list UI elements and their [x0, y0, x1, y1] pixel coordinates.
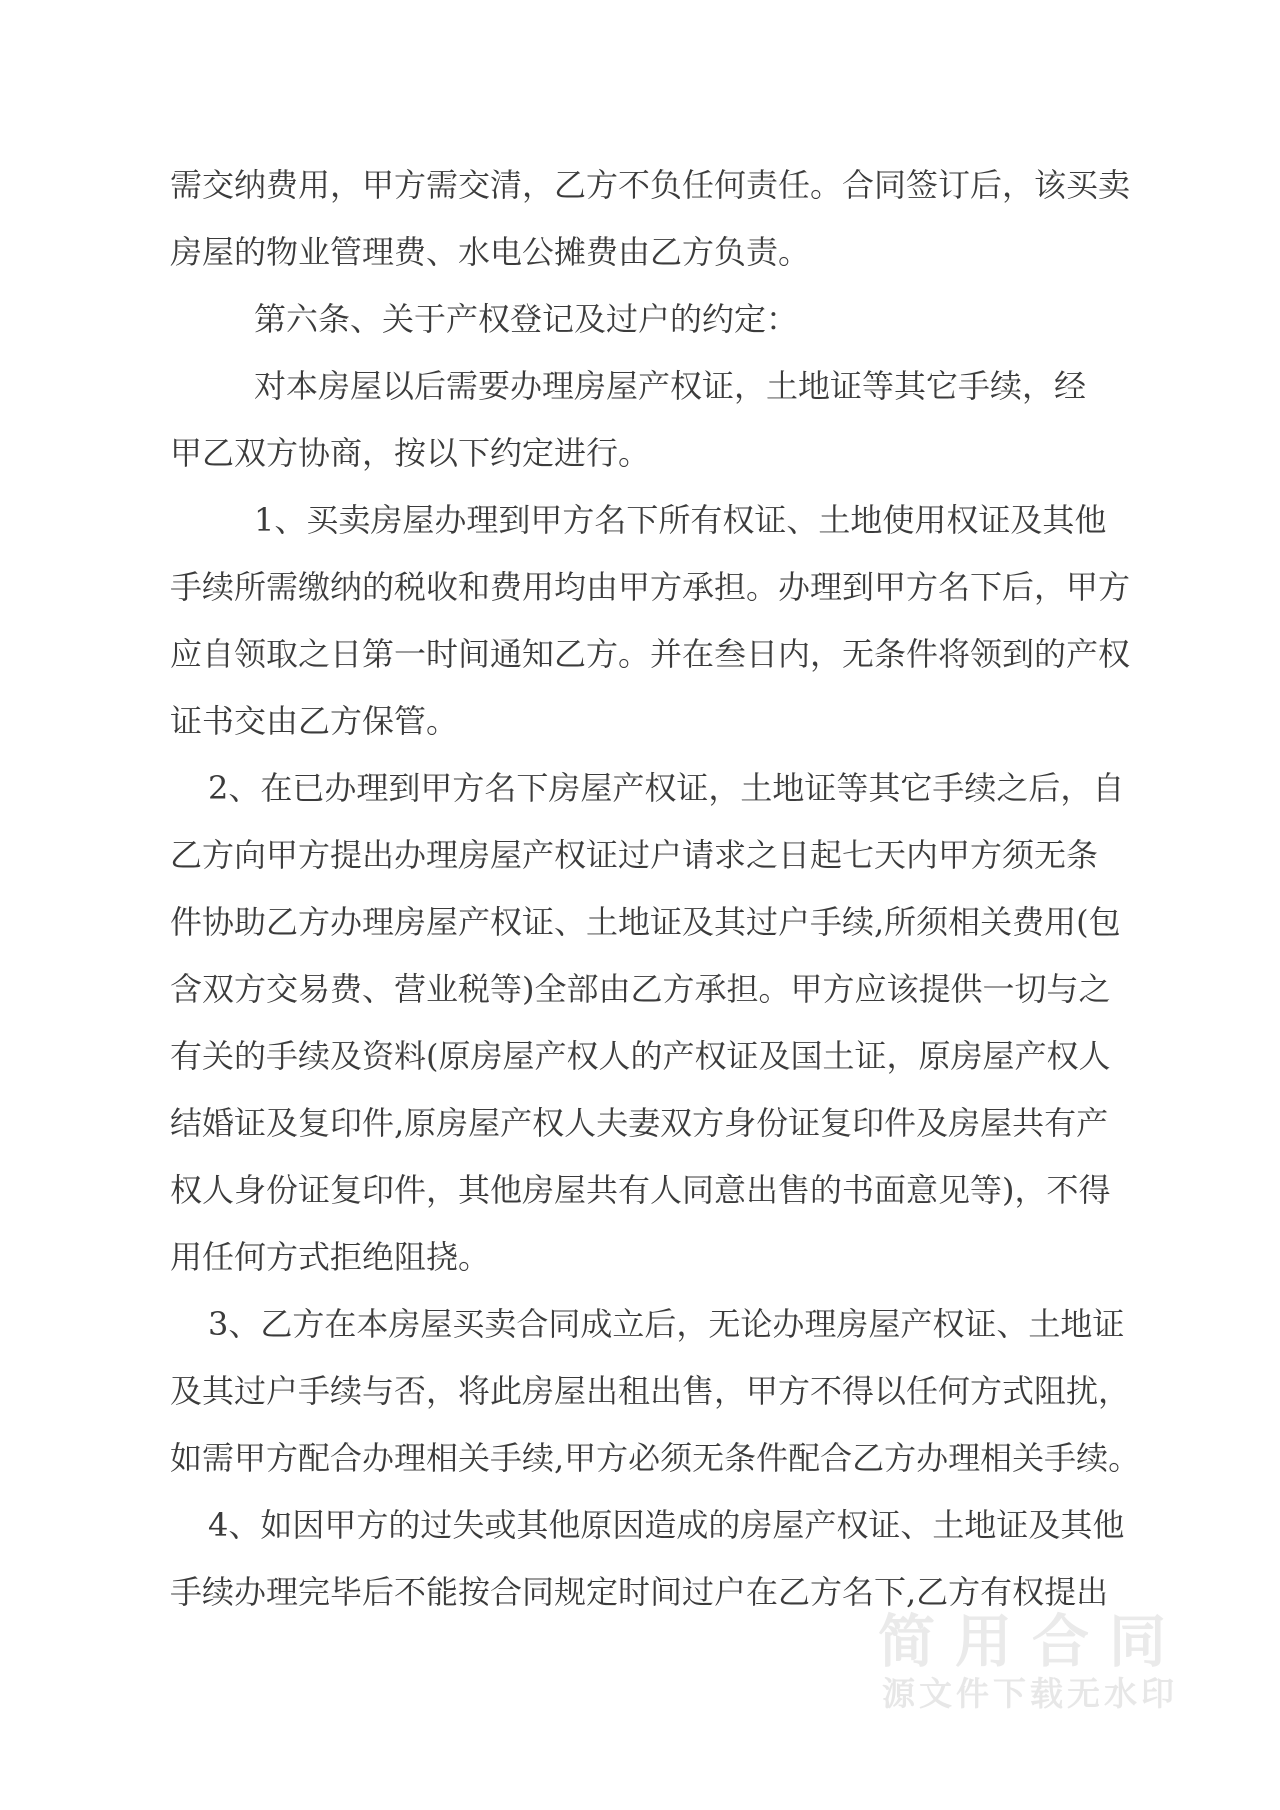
- text-line: 需交纳费用，甲方需交清，乙方不负任何责任。合同签订后，该买卖: [170, 166, 1131, 204]
- text-line: 如需甲方配合办理相关手续,甲方必须无条件配合乙方办理相关手续。: [170, 1439, 1141, 1477]
- text-line: 4、如因甲方的过失或其他原因造成的房屋产权证、土地证及其他: [208, 1506, 1125, 1544]
- text-line: 3、乙方在本房屋买卖合同成立后，无论办理房屋产权证、土地证: [208, 1305, 1125, 1343]
- text-line: 件协助乙方办理房屋产权证、土地证及其过户手续,所须相关费用(包: [170, 903, 1121, 941]
- text-line: 有关的手续及资料(原房屋产权人的产权证及国土证，原房屋产权人: [170, 1037, 1111, 1075]
- text-line: 及其过户手续与否，将此房屋出租出售，甲方不得以任何方式阻扰，: [170, 1372, 1131, 1410]
- text-line: 房屋的物业管理费、水电公摊费由乙方负责。: [170, 233, 811, 271]
- text-line: 证书交由乙方保管。: [170, 702, 459, 740]
- text-line: 甲乙双方协商，按以下约定进行。: [170, 434, 651, 472]
- text-line: 第六条、关于产权登记及过户的约定：: [254, 300, 799, 338]
- text-line: 2、在已办理到甲方名下房屋产权证，土地证等其它手续之后，自: [208, 769, 1125, 807]
- text-line: 对本房屋以后需要办理房屋产权证，土地证等其它手续，经: [254, 367, 1087, 405]
- text-line: 手续办理完毕后不能按合同规定时间过户在乙方名下,乙方有权提出: [170, 1573, 1109, 1611]
- text-line: 用任何方式拒绝阻挠。: [170, 1238, 491, 1276]
- contract-body: [170, 152, 1141, 1626]
- text-line: 权人身份证复印件，其他房屋共有人同意出售的书面意见等)，不得: [170, 1171, 1111, 1209]
- text-line: 乙方向甲方提出办理房屋产权证过户请求之日起七天内甲方须无条: [170, 836, 1099, 874]
- text-line: 含双方交易费、营业税等)全部由乙方承担。甲方应该提供一切与之: [170, 970, 1111, 1008]
- watermark-tagline: 源文件下载无水印: [882, 1674, 1178, 1713]
- text-line: 结婚证及复印件,原房屋产权人夫妻双方身份证复印件及房屋共有产: [170, 1104, 1109, 1142]
- text-line: 手续所需缴纳的税收和费用均由甲方承担。办理到甲方名下后，甲方: [170, 568, 1131, 606]
- watermark-brand: 简用合同: [878, 1609, 1186, 1675]
- text-line: 应自领取之日第一时间通知乙方。并在叁日内，无条件将领到的产权: [170, 635, 1131, 673]
- text-line: 1、买卖房屋办理到甲方名下所有权证、土地使用权证及其他: [254, 501, 1107, 539]
